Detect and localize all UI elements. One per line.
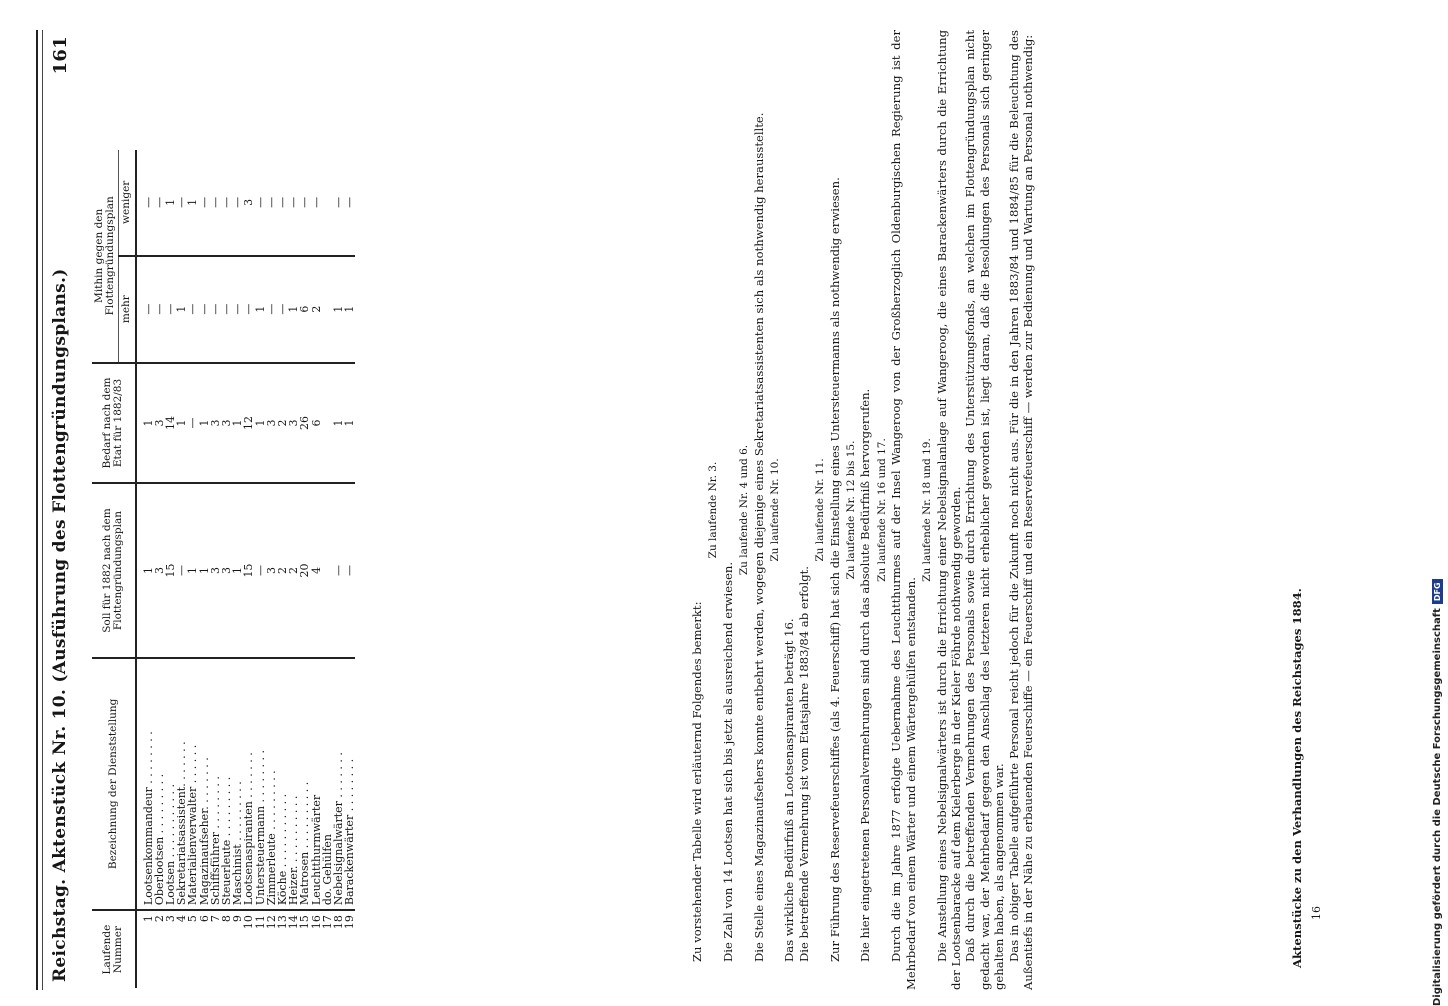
section-heading: Zu laufende Nr. 11. (814, 458, 827, 562)
cell-nr: 4 (175, 915, 189, 923)
cell-name: Köche . . . . . . . . . . . (277, 658, 288, 910)
personnel-table (92, 150, 355, 988)
cell-nr: 13 (276, 915, 290, 930)
cell-soll: 3 (221, 483, 232, 657)
dfg-logo: DFG (1432, 579, 1443, 604)
commentary (690, 30, 1035, 990)
cell-name: Heizer. . . . . . . . . . . (288, 658, 299, 910)
cell-nr: 10 (242, 915, 256, 930)
cell-nr: 16 (309, 915, 323, 930)
cell-weniger: — (176, 150, 187, 256)
section-paragraph: Das in obiger Tabelle aufgeführte Personal reicht jedoch für die Zukunft noch nicht aus. Für die in den Jahren 1883/84 und 1884/85 für die Beleuchtung des Außentiefs in der Nähe zu erbauenden Feuerschiffe — ein Feuerschiff und ein Reservefeuerschiff — werden zur Bedienung und Wartung an Personal nothwendig: (1006, 30, 1035, 990)
cell-mehr: 1 (333, 256, 344, 363)
table-row (299, 150, 310, 988)
digitization-note (1426, 6, 1448, 1006)
section-heading: Zu laufende Nr. 4 und 6. (738, 444, 751, 576)
section-heading: Zu laufende Nr. 18 und 19. (921, 438, 934, 582)
cell-nr: 9 (231, 915, 245, 923)
cell-soll: 2 (277, 483, 288, 657)
cell-weniger: — (311, 150, 322, 256)
section-heading: Zu laufende Nr. 12 bis 15. (845, 440, 858, 580)
cell-name: Lootsenkommandeur . . . . . . . . (136, 658, 154, 910)
cell-name: Oberlootsen . . . . . . . . . (154, 658, 165, 910)
cell-mehr: — (221, 256, 232, 363)
cell-weniger: — (221, 150, 232, 256)
cell-nr: 6 (197, 915, 211, 923)
cell-soll: 3 (154, 483, 165, 657)
header-rule (36, 30, 38, 990)
cell-nr: 14 (287, 915, 301, 930)
cell-name: Barackenwärter . . . . . . . . (344, 658, 355, 910)
cell-bedarf: 1 (176, 363, 187, 484)
cell-weniger: — (277, 150, 288, 256)
cell-mehr: — (165, 256, 176, 363)
header-rule-thin (42, 30, 43, 990)
cell-weniger: — (266, 150, 277, 256)
cell-nr: 19 (343, 915, 357, 930)
cell-name: Nebelsignalwärter . . . . . . . (333, 658, 344, 910)
table-row (187, 150, 198, 988)
cell-weniger: — (232, 150, 243, 256)
cell-bedarf: 3 (266, 363, 277, 484)
sheet-number: 16 (1310, 906, 1323, 920)
cell-nr: 5 (186, 915, 200, 923)
running-footer: Aktenstücke zu den Verhandlungen des Reichstages 1884. (1290, 588, 1304, 968)
cell-name: Steuerleute . . . . . . . . . (221, 658, 232, 910)
cell-mehr: — (187, 256, 198, 363)
cell-name: Schiffsführer . . . . . . . . (210, 658, 221, 910)
section-heading: Zu laufende Nr. 16 und 17. (875, 438, 888, 582)
section-paragraph: Zur Führung des Reservefeuerschiffes (als 4. Feuerschiff) hat sich die Einstellung eines Untersteuermanns als nothwendig erwiesen. (827, 177, 842, 962)
cell-name: Lootsen . . . . . . . . . . . (165, 658, 176, 910)
cell-mehr: 2 (311, 256, 322, 363)
cell-bedarf: 6 (311, 363, 322, 484)
col-header-name: Bezeichnung der Dienststellung (92, 658, 136, 910)
cell-soll: 4 (311, 483, 322, 657)
cell-weniger: — (199, 150, 210, 256)
cell-mehr: — (232, 256, 243, 363)
cell-mehr: — (136, 256, 154, 363)
cell-bedarf: 2 (277, 363, 288, 484)
cell-mehr: 1 (176, 256, 187, 363)
col-header-nr: Laufende Nummer (92, 910, 136, 988)
cell-nr: 3 (164, 915, 178, 923)
cell-soll: 1 (187, 483, 198, 657)
cell-soll: 3 (266, 483, 277, 657)
cell-name: Sekretariatsassistent. . . . . . . (176, 658, 187, 910)
cell-mehr: 1 (255, 256, 266, 363)
cell-weniger: 1 (187, 150, 198, 256)
cell-soll: 15 (165, 483, 176, 657)
cell-bedarf: 26 (299, 363, 310, 484)
cell-bedarf: 1 (255, 363, 266, 484)
cell-mehr: — (199, 256, 210, 363)
section-heading: Zu laufende Nr. 3. (707, 461, 720, 559)
col-header-mehr: mehr (119, 256, 136, 363)
cell-bedarf: 1 (344, 363, 355, 484)
cell-name: Leuchtthurmwärter (311, 658, 322, 910)
cell-soll: — (344, 483, 355, 657)
cell-nr: 2 (152, 915, 166, 923)
cell-weniger: — (333, 150, 344, 256)
table-row (243, 150, 254, 988)
intro-paragraph: Zu vorstehender Tabelle wird erläuternd Folgendes bemerkt: (690, 601, 704, 962)
section-paragraph: Die hier eingetretenen Personalvermehrungen sind durch das absolute Bedürfniß hervorgerufen. (858, 388, 873, 962)
table-row (136, 150, 154, 988)
cell-bedarf: 3 (210, 363, 221, 484)
col-header-soll: Soll für 1882 nach dem Flottengründungsplan (92, 483, 136, 657)
cell-weniger: — (255, 150, 266, 256)
cell-weniger: — (299, 150, 310, 256)
cell-name: Matrosen . . . . . . . . . . (299, 658, 310, 910)
table-body (136, 150, 356, 988)
cell-mehr: — (266, 256, 277, 363)
cell-bedarf: 3 (154, 363, 165, 484)
cell-mehr: — (277, 256, 288, 363)
cell-soll: 2 (288, 483, 299, 657)
cell-bedarf: 1 (333, 363, 344, 484)
cell-name: Magazinaufseher. . . . . . . . (199, 658, 210, 910)
cell-bedarf: 3 (288, 363, 299, 484)
cell-name: Untersteuermann . . . . . . . . (255, 658, 266, 910)
cell-soll: — (255, 483, 266, 657)
section-paragraph: Daß durch die betreffenden Vermehrungen des Personals sowie durch Errichtung des Unterstützungsfonds, an welchen im Flottengründungsplan nicht gedacht war, der Mehrbedarf gegen den Anschlag des letzteren nicht erheblicher geworden ist, liegt daran, daß die Besoldungen des Personals sich geringer gehalten haben, als angenommen war. (963, 30, 1007, 990)
cell-mehr: — (243, 256, 254, 363)
cell-nr: 1 (141, 915, 155, 923)
cell-weniger: — (344, 150, 355, 256)
cell-mehr: 1 (288, 256, 299, 363)
running-header: Reichstag. Aktenstück Nr. 10. (Ausführung des Flottengründungsplans.) (50, 268, 70, 982)
cell-bedarf: 1 (199, 363, 210, 484)
cell-soll: 1 (199, 483, 210, 657)
col-header-weniger: weniger (119, 150, 136, 256)
cell-nr: 15 (298, 915, 312, 930)
cell-name: Lootsenaspiranten . . . . . . . (243, 658, 254, 910)
cell-bedarf: 3 (221, 363, 232, 484)
cell-nr: 17 (320, 915, 334, 930)
cell-mehr: — (210, 256, 221, 363)
cell-name: Maschinist . . . . . . . . . (232, 658, 243, 910)
cell-bedarf: 1 (136, 363, 154, 484)
digitization-text: Digitalisierung gefördert durch die Deutsche Forschungsgemeinschaft (1431, 608, 1443, 1006)
section-paragraph: Die Stelle eines Magazinaufsehers konnte entbehrt werden, wogegen diejenige eines Sekretariatsassistenten sich als nothwendig herausstellte. (751, 112, 766, 962)
cell-soll: 3 (210, 483, 221, 657)
section-paragraph: Die Zahl von 14 Lootsen hat sich bis jetzt als ausreichend erwiesen. (720, 561, 735, 962)
cell-nr: 8 (220, 915, 234, 923)
cell-soll: 1 (232, 483, 243, 657)
cell-weniger: 1 (165, 150, 176, 256)
cell-nr: 18 (332, 915, 346, 930)
cell-soll: — (176, 483, 187, 657)
cell-mehr: 6 (299, 256, 310, 363)
cell-mehr: — (154, 256, 165, 363)
section-paragraph: Die Anstellung eines Nebelsignalwärters ist durch die Errichtung einer Nebelsignalanlage auf Wangeroog, die eines Barackenwärters durch die Errichtung der Lootsenbaracke auf dem Kielerberge in der Kieler Föhrde nothwendig geworden. (934, 30, 963, 990)
col-header-bedarf: Bedarf nach dem Etat für 1882/83 (92, 363, 136, 484)
cell-weniger: — (210, 150, 221, 256)
cell-soll: 15 (243, 483, 254, 657)
cell-weniger: — (288, 150, 299, 256)
cell-nr: 11 (253, 915, 267, 930)
section-paragraph: Die betreffende Vermehrung ist vom Etatsjahre 1883/84 ab erfolgt. (796, 566, 811, 962)
cell-soll: — (333, 483, 344, 657)
cell-mehr: 1 (344, 256, 355, 363)
cell-nr: 12 (264, 915, 278, 930)
col-header-group: Mithin gegen den Flottengründungsplan (92, 150, 119, 363)
cell-bedarf: 12 (243, 363, 254, 484)
cell-name: do. Gehülfen (322, 658, 333, 910)
cell-name: Zimmerleute . . . . . . . . . (266, 658, 277, 910)
cell-soll: 20 (299, 483, 310, 657)
section-paragraph: Das wirkliche Bedürfniß an Lootsenaspiranten beträgt 16. (782, 618, 797, 962)
section-heading: Zu laufende Nr. 10. (769, 458, 782, 562)
page-number: 161 (50, 36, 71, 75)
cell-weniger: — (136, 150, 154, 256)
cell-weniger: — (154, 150, 165, 256)
section-paragraph: Durch die im Jahre 1877 erfolgte Uebernahme des Leuchtthurmes auf der Insel Wangeroog von der Großherzoglich Oldenburgischen Regierung ist der Mehrbedarf von einem Wärter und einem Wärtergehülfen entstanden. (889, 30, 918, 990)
cell-soll: 1 (136, 483, 154, 657)
table-row (344, 150, 355, 988)
cell-bedarf: 1 (232, 363, 243, 484)
cell-weniger: 3 (243, 150, 254, 256)
cell-bedarf: 14 (165, 363, 176, 484)
cell-name: Materialienverwalter . . . . . . (187, 658, 198, 910)
cell-nr: 7 (208, 915, 222, 923)
cell-bedarf: — (187, 363, 198, 484)
